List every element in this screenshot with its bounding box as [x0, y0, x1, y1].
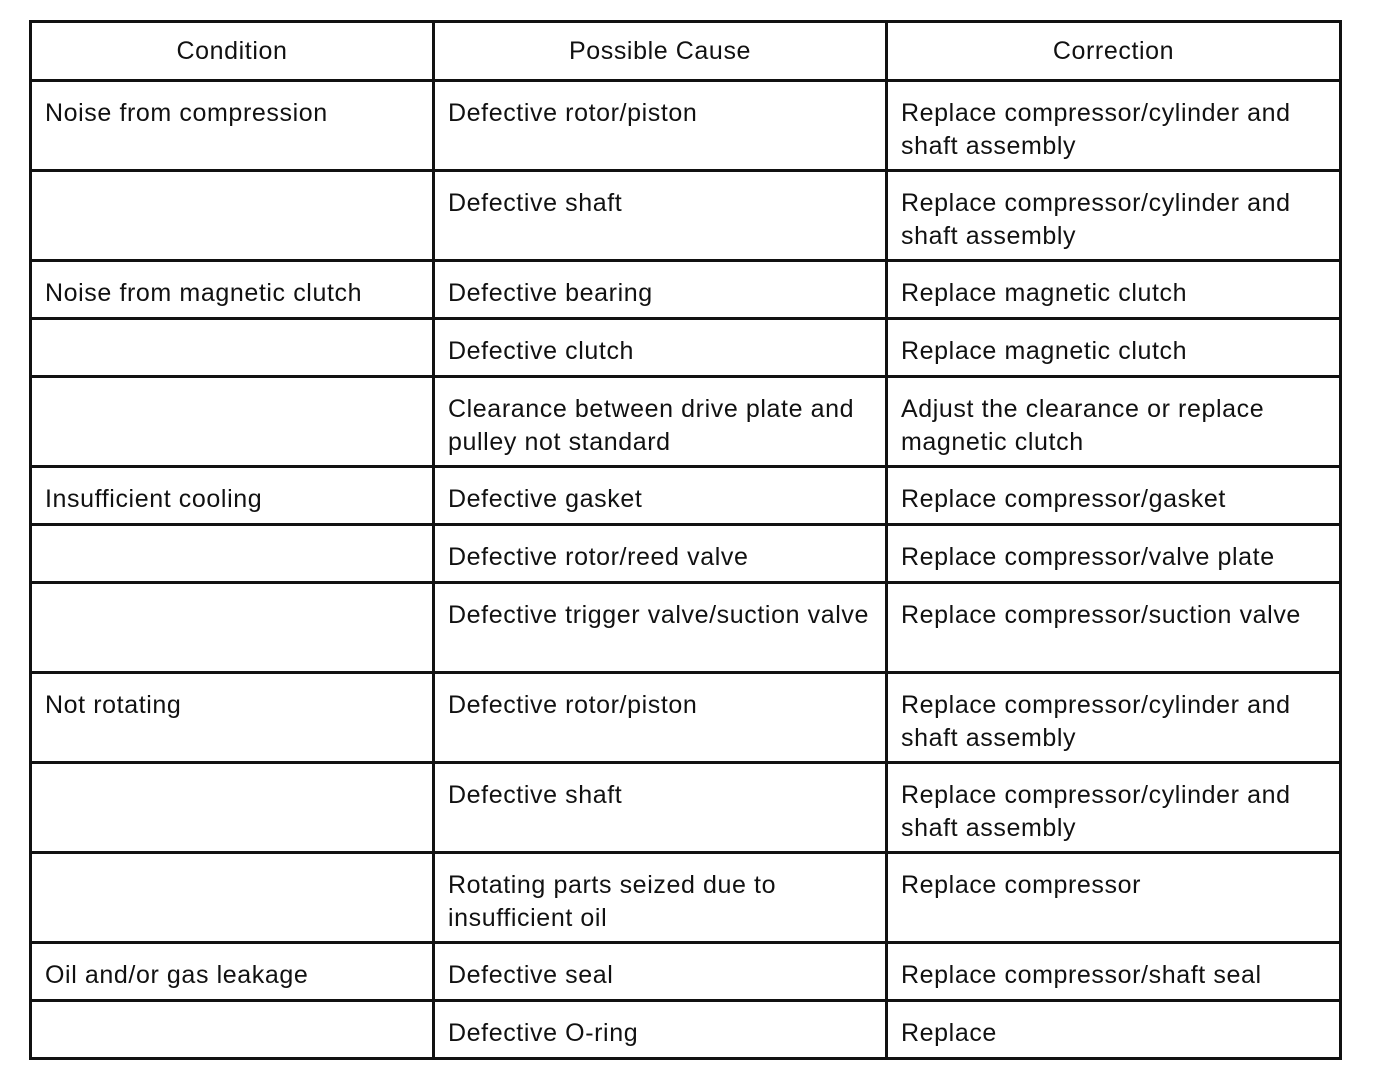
condition-cell [31, 1001, 434, 1059]
cause-cell: Defective shaft [434, 763, 887, 853]
cause-cell: Defective rotor/piston [434, 673, 887, 763]
condition-cell: Not rotating [31, 673, 434, 763]
cause-cell: Defective O-ring [434, 1001, 887, 1059]
table-row [31, 853, 1341, 943]
table-row [31, 81, 1341, 171]
condition-cell [31, 853, 434, 943]
header-condition: Condition [31, 22, 434, 81]
correction-cell: Replace compressor [887, 853, 1341, 943]
header-correction: Correction [887, 22, 1341, 81]
condition-cell: Noise from compression [31, 81, 434, 171]
table-row [31, 171, 1341, 261]
correction-cell: Replace compressor/shaft seal [887, 943, 1341, 1001]
table-row [31, 377, 1341, 467]
correction-cell: Replace compressor/cylinder and shaft assembly [887, 763, 1341, 853]
troubleshooting-table [29, 20, 1342, 1060]
header-row [31, 22, 1341, 81]
correction-cell: Replace compressor/cylinder and shaft assembly [887, 171, 1341, 261]
correction-cell: Replace compressor/cylinder and shaft assembly [887, 673, 1341, 763]
cause-cell: Defective rotor/reed valve [434, 525, 887, 583]
correction-cell: Replace compressor/suction valve [887, 583, 1341, 673]
header-possible-cause: Possible Cause [434, 22, 887, 81]
table-row [31, 763, 1341, 853]
table-row [31, 943, 1341, 1001]
table-row [31, 673, 1341, 763]
table-row [31, 467, 1341, 525]
condition-cell: Oil and/or gas leakage [31, 943, 434, 1001]
correction-cell: Replace magnetic clutch [887, 261, 1341, 319]
cause-cell: Defective trigger valve/suction valve [434, 583, 887, 673]
condition-cell [31, 377, 434, 467]
condition-cell: Noise from magnetic clutch [31, 261, 434, 319]
cause-cell: Defective shaft [434, 171, 887, 261]
table-row [31, 525, 1341, 583]
cause-cell: Rotating parts seized due to insufficient oil [434, 853, 887, 943]
table-row [31, 583, 1341, 673]
condition-cell [31, 763, 434, 853]
table-row [31, 1001, 1341, 1059]
condition-cell [31, 583, 434, 673]
condition-cell [31, 171, 434, 261]
table-row [31, 261, 1341, 319]
correction-cell: Adjust the clearance or replace magnetic clutch [887, 377, 1341, 467]
condition-cell: Insufficient cooling [31, 467, 434, 525]
condition-cell [31, 525, 434, 583]
cause-cell: Defective clutch [434, 319, 887, 377]
cause-cell: Clearance between drive plate and pulley not standard [434, 377, 887, 467]
cause-cell: Defective rotor/piston [434, 81, 887, 171]
correction-cell: Replace compressor/valve plate [887, 525, 1341, 583]
correction-cell: Replace compressor/gasket [887, 467, 1341, 525]
cause-cell: Defective seal [434, 943, 887, 1001]
correction-cell: Replace [887, 1001, 1341, 1059]
cause-cell: Defective bearing [434, 261, 887, 319]
cause-cell: Defective gasket [434, 467, 887, 525]
correction-cell: Replace magnetic clutch [887, 319, 1341, 377]
table-row [31, 319, 1341, 377]
correction-cell: Replace compressor/cylinder and shaft assembly [887, 81, 1341, 171]
condition-cell [31, 319, 434, 377]
